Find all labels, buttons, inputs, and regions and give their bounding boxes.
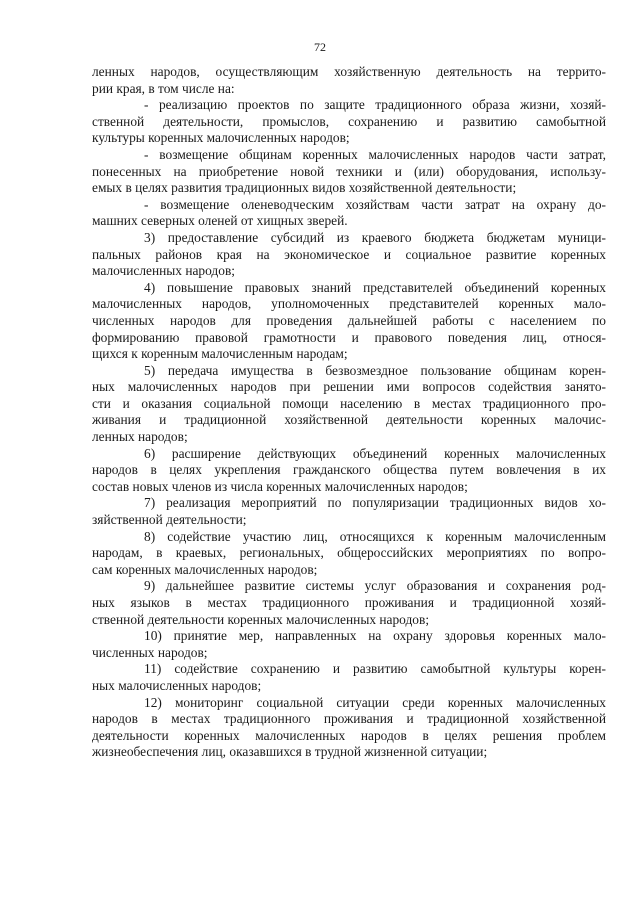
text-line: сти и оказания социальной помощи населению в местах традиционного про- — [92, 395, 606, 411]
text-line: 8) содействие участию лиц, относящихся к коренным малочисленным — [144, 528, 606, 544]
text-line: 11) содействие сохранению и развитию самобытной культуры корен- — [144, 661, 606, 677]
text-line: понесенных на приобретение новой техники и (или) оборудования, использу- — [92, 163, 606, 179]
text-line: ленных народов, осуществляющим хозяйственную деятельность на террито- — [92, 64, 606, 79]
text-line: малочисленных народов, уполномоченных представителей коренных мало- — [92, 296, 606, 312]
text-line: народам, в краевых, региональных, общероссийских мероприятиях по вопро- — [92, 545, 606, 561]
text-line: - возмещение оленеводческим хозяйствам части затрат на охрану до- — [144, 196, 606, 212]
page-number: 72 — [314, 40, 326, 54]
text-line: численных народов; — [92, 644, 208, 660]
text-line: 6) расширение действующих объединений коренных малочисленных — [144, 445, 606, 461]
text-line: 12) мониторинг социальной ситуации среди коренных малочисленных — [144, 694, 606, 710]
text-line: численных народов для проведения дальнейшей работы с населением по — [92, 312, 606, 328]
text-line: - возмещение общинам коренных малочисленных народов части затрат, — [144, 146, 606, 162]
text-line: 7) реализация мероприятий по популяризации традиционных видов хо- — [144, 495, 606, 511]
text-line: состав новых членов из числа коренных малочисленных народов; — [92, 478, 468, 494]
text-line: малочисленных народов; — [92, 263, 235, 279]
text-line: жизнеобеспечения лиц, оказавшихся в трудной жизненной ситуации; — [92, 744, 488, 760]
text-line: 10) принятие мер, направленных на охрану здоровья коренных мало- — [144, 628, 606, 644]
text-line: 5) передача имущества в безвозмездное пользование общинам корен- — [144, 362, 606, 378]
text-line: ственной деятельности, промыслов, сохранению и развитию самобытной — [92, 113, 606, 129]
text-line: деятельности коренных малочисленных народов в целях решения проблем — [92, 727, 606, 743]
text-line: зяйственной деятельности; — [92, 512, 247, 528]
text-line: - реализацию проектов по защите традиционного образа жизни, хозяй- — [144, 97, 606, 113]
body-text — [92, 64, 606, 761]
text-line: рии края, в том числе на: — [92, 80, 235, 96]
text-line: машних северных оленей от хищных зверей. — [92, 213, 348, 229]
text-line: 4) повышение правовых знаний представителей объединений коренных — [144, 279, 606, 295]
text-line: живания и традиционной хозяйственной деятельности коренных малочис- — [92, 412, 606, 428]
text-line: 9) дальнейшее развитие системы услуг образования и сохранения род- — [144, 578, 606, 594]
text-line: емых в целях развития традиционных видов хозяйственной деятельности; — [92, 180, 517, 196]
text-line: ных языков в местах традиционного проживания и традиционной хозяй- — [92, 595, 606, 610]
text-line: 3) предоставление субсидий из краевого бюджета бюджетам муници- — [144, 229, 606, 245]
text-line: ных малочисленных народов при решении ими вопросов содействия занято- — [92, 379, 606, 395]
text-line: формированию правовой грамотности и правового поведения лиц, относя- — [92, 329, 606, 345]
text-line: щихся к коренным малочисленным народам; — [92, 346, 348, 362]
text-line: ных малочисленных народов; — [92, 677, 262, 693]
text-line: сам коренных малочисленных народов; — [92, 561, 318, 577]
text-line: ленных народов; — [92, 429, 188, 445]
text-line: пальных районов края на экономическое и социальное развитие коренных — [92, 246, 606, 262]
text-line: ственной деятельности коренных малочисленных народов; — [92, 611, 430, 627]
text-line: народов в местах традиционного проживания и традиционной хозяйственной — [92, 711, 606, 727]
text-line: культуры коренных малочисленных народов; — [92, 130, 350, 146]
text-line: народов в целях укрепления гражданского общества путем вовлечения в их — [92, 462, 606, 478]
